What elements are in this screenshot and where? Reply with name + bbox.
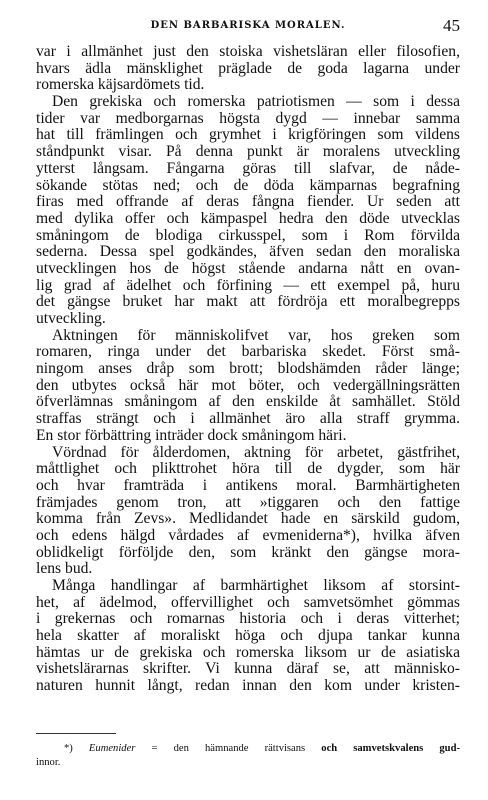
text-line: komma från Zevs». Medlidandet hade en särskild gudom, xyxy=(36,511,460,528)
text-line: och edens hälgd vårdades af evmeniderna*), hvilka äfven xyxy=(36,527,460,544)
footnote-marker: *) xyxy=(64,743,73,754)
footnote xyxy=(36,742,460,770)
footnote-equals: = xyxy=(151,743,158,754)
text-line: med dylika offer och kämpaspel hedra den döde utvecklas xyxy=(36,210,460,227)
text-line: hvars ädla mänsklighet präglade de goda lagarna under xyxy=(36,60,460,77)
text-line: Många handlingar af barmhärtighet liksom af storsint- xyxy=(52,578,460,594)
footnote-text: den hämnande rättvisans xyxy=(173,743,306,754)
text-line: straffas strängt och i allmänhet äro alla straff grymma. xyxy=(36,411,460,428)
text-line: lens bud. xyxy=(36,561,93,578)
footnote-continuation: innor. xyxy=(36,757,61,768)
text-line: het, af ädelmod, offervillighet och samvetsömhet gömmas xyxy=(36,594,460,611)
text-line: ståndpunkt visar. På denna punkt är moralens utveckling xyxy=(36,144,460,161)
text-line: det gängse bruket har makt att fördröja ett moralbegrepps xyxy=(36,294,460,311)
text-line: tider var medborgarnas högsta dygd — innebar samma xyxy=(36,110,460,127)
page-number: 45 xyxy=(443,16,460,35)
text-line: utvecklingen hos de högst stående andarna nått en ovan- xyxy=(36,260,460,277)
text-line: hat till främlingen och grymhet i krigföringen som vildens xyxy=(36,127,460,144)
text-line: utveckling. xyxy=(36,311,106,327)
text-line: firas med offrande af deras fångna fiender. Ur seden att xyxy=(36,194,460,211)
running-head: DEN BARBARISKA MORALEN. xyxy=(150,20,346,31)
body-text xyxy=(36,44,460,695)
text-line: var i allmänhet just den stoiska vishetsläran eller filosofien, xyxy=(36,44,460,60)
footnote-term: Eumenider xyxy=(88,743,136,754)
footnote-line xyxy=(36,742,460,756)
text-line: i grekernas och romarnas historia och i deras vitterhet; xyxy=(36,611,460,628)
footnote-text-bold: och samvetskvalens gud- xyxy=(321,743,460,754)
text-line: öfverlämnas småningom af den enskilde åt samhället. Stöld xyxy=(36,394,460,411)
text-line: hämtas ur de grekiska och romerska liksom ur de asiatiska xyxy=(36,644,460,661)
text-line: hela skatter af moraliskt höga och djupa tankar kunna xyxy=(36,628,460,645)
text-line: vishetslärarnas skrifter. Vi kunna däraf se, att människo- xyxy=(36,661,460,678)
text-line: sederna. Dessa spel godkändes, äfven sedan den moraliska xyxy=(36,244,460,261)
text-line: ytterst långsam. Fångarna göras till slafvar, de nåde- xyxy=(36,160,460,177)
page-header xyxy=(36,16,460,38)
text-line: Vördnad för ålderdomen, aktning för arbetet, gästfrihet, xyxy=(52,444,460,461)
text-line: lig grad af ädelhet och förfining — ett exempel på, huru xyxy=(36,277,460,294)
text-line: främjades genom tron, att »tiggaren och den fattige xyxy=(36,494,460,511)
text-line: småningom de blodiga cirkusspel, som i Rom förvilda xyxy=(36,227,460,244)
text-line: Den grekiska och romerska patriotismen — som i dessa xyxy=(52,94,460,111)
text-line: En stor förbättring inträder dock småningom häri. xyxy=(36,427,347,444)
text-line: ningom anses dråp som brott; blodshämden råder länge; xyxy=(36,361,460,378)
text-line: romerska käjsardömets tid. xyxy=(36,77,205,94)
text-line: måttlighet och plikttrohet höra till de dygder, som här xyxy=(36,461,460,478)
text-line: oblidkeligt förföljde den, som kränkt den gängse mora- xyxy=(36,544,460,561)
text-line: den utbytes också här mot böter, och vedergällningsrätten xyxy=(36,377,460,394)
footnote-divider xyxy=(36,733,116,734)
text-line: naturen hunnit långt, redan innan den kom under kristen- xyxy=(36,678,460,695)
text-line: Aktningen för människolifvet var, hos greken som xyxy=(52,327,460,344)
text-line: och hvar framträda i antikens moral. Barmhärtigheten xyxy=(36,477,460,494)
text-line: romaren, ringa under det barbariska skedet. Först små- xyxy=(36,344,460,361)
text-line: sökande stötas ned; och de döda kämparnas begrafning xyxy=(36,177,460,194)
